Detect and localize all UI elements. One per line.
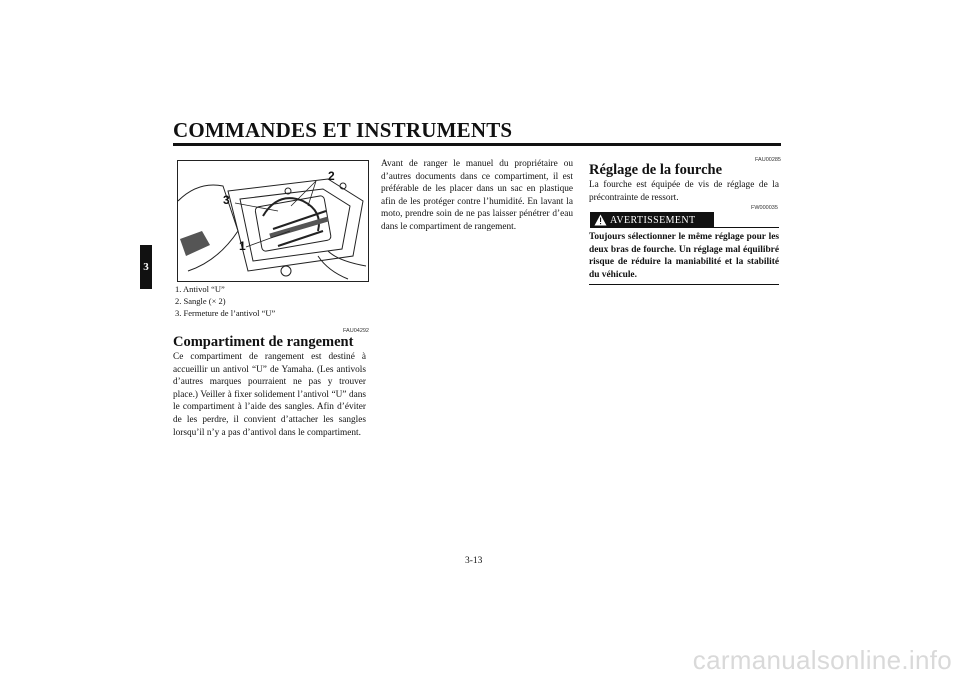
storage-paragraph-continued: Avant de ranger le manuel du propriétaire ou d’autres documents dans ce compartiment, il est préférable de les placer dans un sac en plastique afin de les protéger contre l’humidité. En lavant la moto, prendre soin de ne pas laisser pénétrer d’eau dans le compartiment de rangement. bbox=[381, 159, 573, 232]
fork-code: FAU00285 bbox=[755, 157, 781, 163]
watermark: carmanualsonline.info bbox=[692, 645, 952, 675]
header-rule bbox=[173, 143, 781, 146]
caption-item: 1. Antivol “U” bbox=[175, 284, 225, 294]
caption-item: 2. Sangle (× 2) bbox=[175, 296, 226, 306]
fork-paragraph: La fourche est équipée de vis de réglage de la précontrainte de ressort. bbox=[589, 180, 779, 203]
warning-code: FW000035 bbox=[751, 205, 778, 211]
storage-illustration bbox=[178, 161, 368, 281]
storage-paragraph: Ce compartiment de rangement est destiné à accueillir un antivol “U” de Yamaha. (Les antivols d’autres marques pourraient ne pas y trouver place.) Veiller à fixer solidement l’antivol “U” dans le compartiment à l’aide des sangles. Afin d’éviter de les perdre, il convient d’attacher les sangles lorsqu’il n’y a pas d’antivol dans le compartiment. bbox=[173, 352, 366, 438]
warning-label: AVERTISSEMENT bbox=[610, 214, 696, 226]
callout-2: 2 bbox=[328, 169, 335, 183]
figure-captions bbox=[175, 283, 375, 319]
storage-title: Compartiment de rangement bbox=[173, 334, 354, 350]
warning-rule-bottom bbox=[589, 284, 779, 285]
chapter-tab: 3 bbox=[140, 245, 152, 289]
storage-code: FAU04292 bbox=[343, 328, 369, 334]
warning-rule bbox=[714, 227, 779, 228]
callout-3: 3 bbox=[223, 193, 230, 207]
storage-figure bbox=[177, 160, 369, 282]
page-number: 3-13 bbox=[465, 556, 483, 566]
page-header: COMMANDES ET INSTRUMENTS bbox=[173, 118, 513, 142]
warning-badge bbox=[590, 212, 714, 228]
warning-triangle-icon bbox=[590, 212, 610, 228]
fork-title: Réglage de la fourche bbox=[589, 162, 723, 178]
caption-item: 3. Fermeture de l’antivol “U” bbox=[175, 308, 276, 318]
warning-text: Toujours sélectionner le même réglage pour les deux bras de fourche. Un réglage mal équilibré risque de réduire la maniabilité et la stabilité du véhicule. bbox=[589, 232, 779, 280]
callout-1: 1 bbox=[239, 239, 246, 253]
